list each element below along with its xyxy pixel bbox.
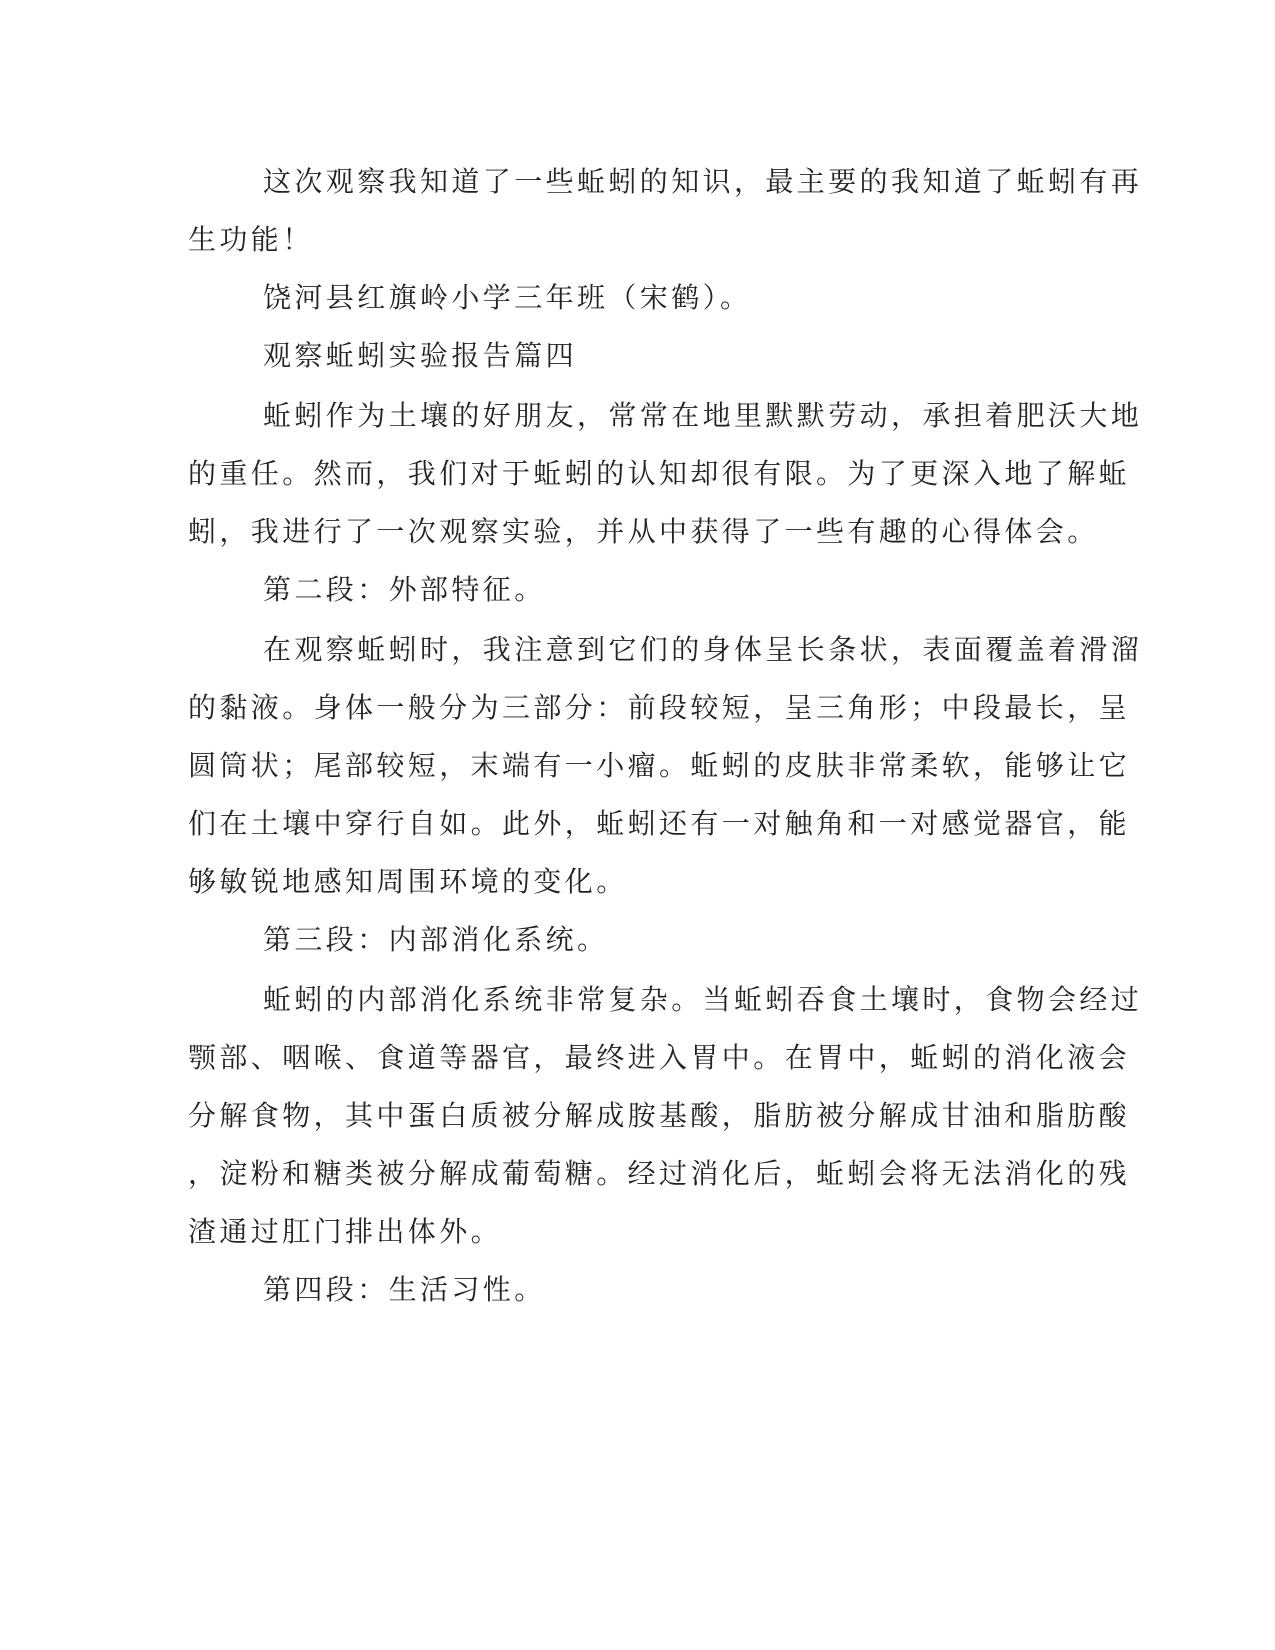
paragraph-line: 分解食物，其中蛋白质被分解成胺基酸，脂肪被分解成甘油和脂肪酸 xyxy=(188,1099,1131,1132)
paragraph-line: 们在土壤中穿行自如。此外，蚯蚓还有一对触角和一对感觉器官，能 xyxy=(188,807,1131,840)
signature-line: 饶河县红旗岭小学三年班（宋鹤）。 xyxy=(263,281,752,314)
paragraph-line: 渣通过肛门排出体外。 xyxy=(188,1215,503,1248)
section-title: 观察蚯蚓实验报告篇四 xyxy=(263,339,578,372)
paragraph-line: 这次观察我知道了一些蚯蚓的知识，最主要的我知道了蚯蚓有再 xyxy=(263,165,1143,198)
paragraph-line: 在观察蚯蚓时，我注意到它们的身体呈长条状，表面覆盖着滑溜 xyxy=(263,633,1143,666)
paragraph-line: ，淀粉和糖类被分解成葡萄糖。经过消化后，蚯蚓会将无法消化的残 xyxy=(188,1157,1131,1190)
paragraph-line: 的重任。然而，我们对于蚯蚓的认知却很有限。为了更深入地了解蚯 xyxy=(188,457,1131,490)
section-heading: 第四段：生活习性。 xyxy=(263,1273,546,1306)
paragraph-line: 蚯蚓的内部消化系统非常复杂。当蚯蚓吞食土壤时，食物会经过 xyxy=(263,983,1143,1016)
section-heading: 第二段：外部特征。 xyxy=(263,573,546,606)
paragraph-line: 圆筒状；尾部较短，末端有一小瘤。蚯蚓的皮肤非常柔软，能够让它 xyxy=(188,749,1131,782)
paragraph-line: 蚯蚓作为土壤的好朋友，常常在地里默默劳动，承担着肥沃大地 xyxy=(263,399,1143,432)
paragraph-line: 生功能！ xyxy=(188,223,314,256)
section-heading: 第三段：内部消化系统。 xyxy=(263,923,609,956)
paragraph-line: 颚部、咽喉、食道等器官，最终进入胃中。在胃中，蚯蚓的消化液会 xyxy=(188,1041,1131,1074)
paragraph-line: 蚓，我进行了一次观察实验，并从中获得了一些有趣的心得体会。 xyxy=(188,515,1099,548)
paragraph-line: 够敏锐地感知周围环境的变化。 xyxy=(188,865,628,898)
paragraph-line: 的黏液。身体一般分为三部分：前段较短，呈三角形；中段最长，呈 xyxy=(188,691,1131,724)
